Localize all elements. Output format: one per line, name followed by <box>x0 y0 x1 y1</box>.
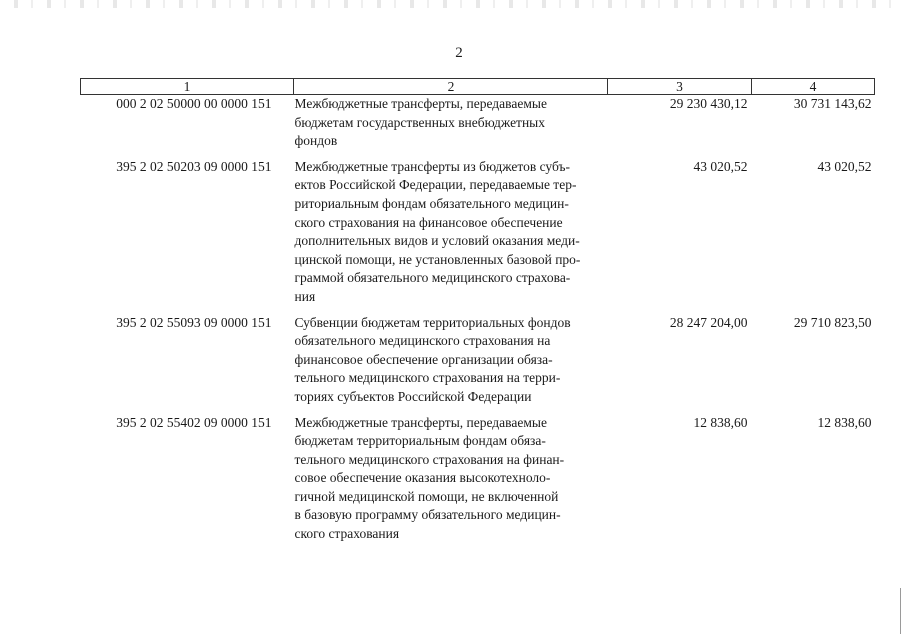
table-row <box>81 314 875 414</box>
row-value-col-3: 28 247 204,00 <box>669 314 748 330</box>
row-name-line: Межбюджетные трансферты, передаваемые <box>294 414 547 430</box>
header-col-2: 2 <box>294 79 608 95</box>
row-name-line: совое обеспечение оказания высокотехноло- <box>294 470 551 486</box>
row-name-line: ектов Российской Федерации, передаваемые тер- <box>294 177 577 193</box>
row-name <box>294 414 608 551</box>
table-row <box>81 158 875 314</box>
row-name-line: риториальным фондам обязательного медицин- <box>294 195 569 211</box>
header-row <box>81 79 875 95</box>
header-col-3: 3 <box>608 79 752 95</box>
row-name-line: бюджетам государственных внебюджетных <box>294 114 546 130</box>
row-code: 395 2 02 50203 09 0000 151 <box>116 158 272 174</box>
row-name-line: бюджетам территориальным фондам обяза- <box>294 433 546 449</box>
table-body <box>81 95 875 551</box>
row-name-line: Межбюджетные трансферты из бюджетов субъ- <box>294 158 570 174</box>
row-name-line: фондов <box>294 133 338 149</box>
row-name-line: обязательного медицинского страхования на <box>294 333 551 349</box>
row-name <box>294 314 608 414</box>
row-name-line: цинской помощи, не установленных базовой про- <box>294 251 581 267</box>
row-name-line: граммой обязательного медицинского страхова- <box>294 270 571 286</box>
table-row <box>81 414 875 551</box>
row-value-col-4: 43 020,52 <box>817 158 872 174</box>
scan-artifact-right <box>900 588 901 634</box>
row-name <box>294 158 608 314</box>
row-value-col-4: 29 710 823,50 <box>793 314 872 330</box>
row-value-col-3: 29 230 430,12 <box>669 96 748 111</box>
header-col-4: 4 <box>752 79 875 95</box>
row-value-col-3: 43 020,52 <box>693 158 748 174</box>
row-name-line: финансовое обеспечение организации обяза- <box>294 351 553 367</box>
row-code: 000 2 02 50000 00 0000 151 <box>116 96 272 111</box>
row-code: 395 2 02 55402 09 0000 151 <box>116 414 272 430</box>
row-name-line: Субвенции бюджетам территориальных фондов <box>294 314 571 330</box>
row-name <box>294 95 608 158</box>
page-number: 2 <box>455 45 463 61</box>
row-name-line: тельного медицинского страхования на финан- <box>294 451 565 467</box>
row-code: 395 2 02 55093 09 0000 151 <box>116 314 272 330</box>
row-name-line: гичной медицинской помощи, не включенной <box>294 488 559 504</box>
row-name-line: дополнительных видов и условий оказания меди- <box>294 233 580 249</box>
row-name-line: в базовую программу обязательного медицин- <box>294 507 561 523</box>
row-value-col-4: 12 838,60 <box>817 414 872 430</box>
row-name-line: ния <box>294 288 316 304</box>
budget-table <box>80 78 875 551</box>
row-name-line: ского страхования <box>294 526 400 542</box>
table-row <box>81 95 875 158</box>
row-name-line: тельного медицинского страхования на терри- <box>294 370 561 386</box>
row-value-col-3: 12 838,60 <box>693 414 748 430</box>
header-col-1: 1 <box>81 79 294 95</box>
row-name-line: ториях субъектов Российской Федерации <box>294 388 532 404</box>
row-name-line: ского страхования на финансовое обеспечение <box>294 214 563 230</box>
row-name-line: Межбюджетные трансферты, передаваемые <box>294 96 547 111</box>
row-value-col-4: 30 731 143,62 <box>793 96 872 111</box>
scan-artifact-top <box>0 0 905 8</box>
